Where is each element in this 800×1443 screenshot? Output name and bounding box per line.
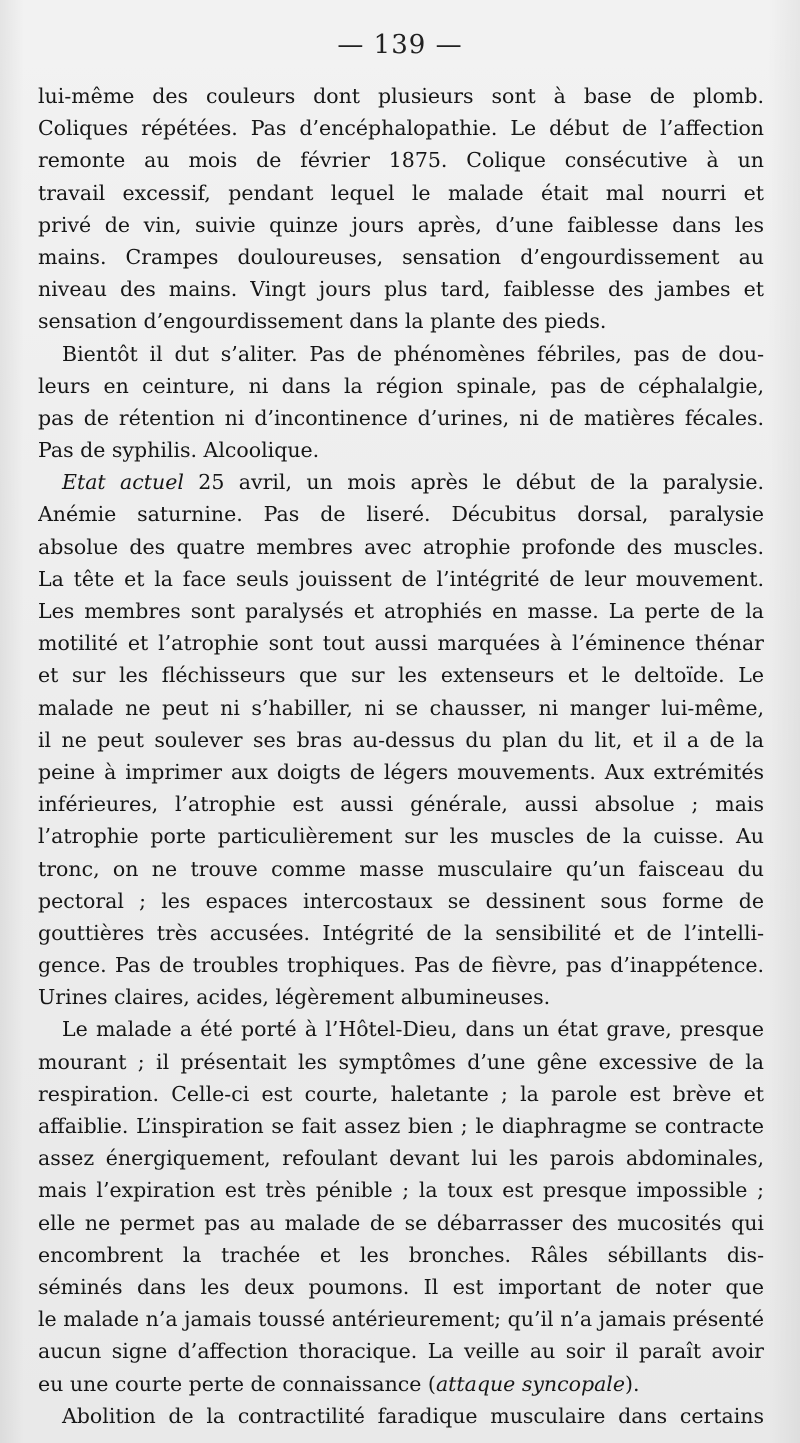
text-line: remonte au mois de février 1875. Colique consécutive à un [38, 148, 764, 173]
text-fragment: 25 avril, un mois après le début de la paralysie. [198, 470, 764, 495]
text-line: Coliques répétées. Pas d’encéphalopathie. Le début de l’affection [38, 116, 764, 141]
text-line: inférieures, l’atrophie est aussi générale, aussi absolue ; mais [38, 792, 764, 817]
text-fragment: eu une courte perte de connaissance ( [38, 1371, 436, 1396]
text-line: aucun signe d’affection thoracique. La veille au soir il paraît avoir [38, 1339, 764, 1364]
italic-phrase: attaque syncopale [435, 1371, 625, 1396]
text-line: affaiblie. L’inspiration se fait assez bien ; le diaphragme se contracte [38, 1114, 764, 1138]
text-line: mais l’expiration est très pénible ; la toux est presque impossible ; [38, 1178, 764, 1203]
text-line: leurs en ceinture, ni dans la région spinale, pas de céphalalgie, [38, 373, 764, 398]
text-line: tronc, on ne trouve comme masse musculaire qu’un faisceau du [38, 856, 764, 881]
text-line: privé de vin, suivie quinze jours après, d’une faiblesse dans les [38, 212, 764, 237]
text-line: encombrent la trachée et les bronches. Râles sébillants dis- [38, 1242, 764, 1267]
text-line: motilité et l’atrophie sont tout aussi marquées à l’éminence thénar [38, 631, 764, 656]
text-line: assez énergiquement, refoulant devant lui les parois abdominales, [38, 1146, 764, 1171]
text-line [38, 1368, 764, 1400]
text-line: gence. Pas de troubles trophiques. Pas de fièvre, pas d’inappétence. [38, 953, 764, 978]
text-line: Bientôt il dut s’aliter. Pas de phénomènes fébriles, pas de dou- [62, 341, 764, 366]
text-line: mourant ; il présentait les symptômes d’une gêne excessive de la [38, 1049, 764, 1074]
paragraph-5 [38, 1400, 764, 1432]
paragraph-4 [38, 1013, 764, 1399]
text-line: pas de rétention ni d’incontinence d’urines, ni de matières fécales. [38, 405, 764, 430]
text-line: La tête et la face seuls jouissent de l’intégrité de leur mouvement. [38, 566, 764, 591]
text-line: Abolition de la contractilité faradique musculaire dans certains [62, 1403, 764, 1428]
body-text [38, 80, 764, 1432]
right-edge-shadow [768, 0, 800, 1443]
text-line: l’atrophie porte particulièrement sur les muscles de la cuisse. Au [38, 824, 764, 849]
text-line: séminés dans les deux poumons. Il est important de noter que [38, 1274, 764, 1299]
text-line: et sur les fléchisseurs que sur les extenseurs et le deltoïde. Le [38, 663, 764, 688]
text-line: peine à imprimer aux doigts de légers mouvements. Aux extrémités [38, 759, 764, 784]
text-line: respiration. Celle-ci est courte, haletante ; la parole est brève et [38, 1081, 764, 1106]
text-line: Urines claires, acides, légèrement albumineuses. [38, 985, 551, 1010]
text-line: sensation d’engourdissement dans la plante des pieds. [38, 309, 607, 334]
page-number: — 139 — [337, 30, 463, 60]
text-line: travail excessif, pendant lequel le malade était mal nourri et [38, 180, 764, 205]
text-line: il ne peut soulever ses bras au-dessus du plan du lit, et il a de la [38, 727, 764, 752]
text-line: le malade n’a jamais toussé antérieurement; qu’il n’a jamais présenté [38, 1307, 764, 1332]
text-line: niveau des mains. Vingt jours plus tard, faiblesse des jambes et [38, 277, 764, 302]
paragraph-2 [38, 338, 764, 467]
paragraph-1 [38, 80, 764, 338]
left-edge-shadow [0, 0, 24, 1443]
text-line: Le malade a été porté à l’Hôtel-Dieu, dans un état grave, presque [62, 1017, 764, 1042]
text-line: mains. Crampes douloureuses, sensation d’engourdissement au [38, 244, 764, 269]
text-line: gouttières très accusées. Intégrité de la sensibilité et de l’intelli- [38, 920, 764, 945]
text-line: Anémie saturnine. Pas de liseré. Décubitus dorsal, paralysie [38, 502, 764, 527]
text-line: pectoral ; les espaces intercostaux se dessinent sous forme de [38, 888, 764, 913]
text-line: absolue des quatre membres avec atrophie profonde des muscles. [38, 534, 764, 559]
text-line: Les membres sont paralysés et atrophiés en masse. La perte de la [38, 599, 764, 623]
paragraph-3 [38, 466, 764, 1013]
italic-heading: Etat actuel [62, 470, 184, 495]
text-line: lui-même des couleurs dont plusieurs sont à base de plomb. [38, 84, 764, 108]
text-line [38, 466, 764, 498]
text-fragment: ). [625, 1371, 640, 1396]
text-line: malade ne peut ni s’habiller, ni se chausser, ni manger lui-même, [38, 695, 764, 720]
text-line: Pas de syphilis. Alcoolique. [38, 438, 320, 463]
text-line: elle ne permet pas au malade de se débarrasser des mucosités qui [38, 1210, 764, 1235]
